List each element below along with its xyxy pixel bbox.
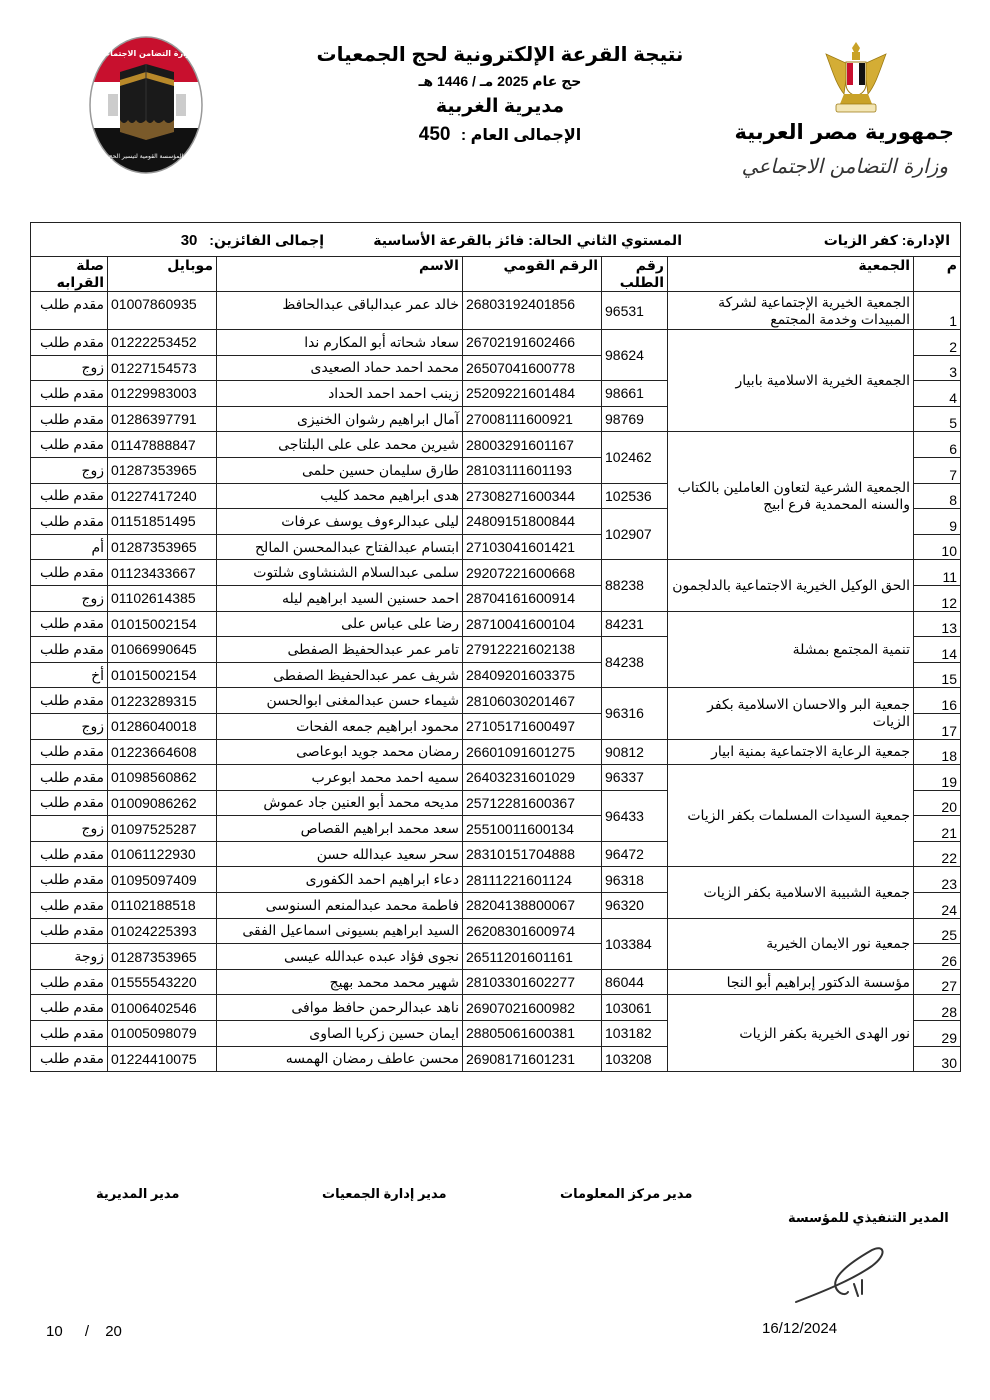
- request-no-cell: 103208: [602, 1046, 668, 1072]
- table-row: 27 مؤسسة الدكتور إبراهيم أبو النجا 86044 28103301602277 شهير محمد محمد بهيج 01555543220 مقدم طلب: [31, 969, 961, 995]
- table-row: 30 103208 26908171601231 محسن عاطف رمضان الهمسه 01224410075 مقدم طلب: [31, 1046, 961, 1072]
- signature-associations-manager: مدير إدارة الجمعيات: [322, 1186, 447, 1201]
- association-cell: جمعية الشبيبة الاسلامية بكفر الزيات: [668, 867, 914, 918]
- table-row: 16 جمعية البر والاحسان الاسلامية بكفر الزيات 96316 28106030201467 شيماء حسن عبدالمغنى ابوالحسن 01223289315 مقدم طلب: [31, 688, 961, 714]
- table-row: 7 28103111601193 طارق سليمان حسين حلمى 01287353965 زوج: [31, 457, 961, 483]
- administration: الإدارة: كفر الزيات: [823, 232, 950, 248]
- request-no-cell: 88238: [602, 560, 668, 611]
- request-no-cell: 96337: [602, 765, 668, 791]
- table-row: 19 جمعية السيدات المسلمات بكفر الزيات 96337 26403231601029 سميه احمد محمد ابوعرب 01098560862 مقدم طلب: [31, 765, 961, 791]
- status-value: فائز بالقرعة الأساسية: [373, 232, 525, 248]
- col-name: الاسم: [217, 257, 463, 292]
- request-no-cell: 98661: [602, 381, 668, 407]
- table-row: 1 الجمعية الخيرية الإجتماعية لشركة المبيدات وخدمة المجتمع 96531 26803192401856 خالد عمر عبدالباقى عبدالحافظ 01007860935 مقدم طلب: [31, 292, 961, 330]
- grand-total-value: 450: [418, 124, 451, 145]
- table-row: 11 الحق الوكيل الخيرية الاجتماعية بالدلجمون 88238 29207221600668 سلمى عبدالسلام الشنشاوى شلتوت 01123433667 مقدم طلب: [31, 560, 961, 586]
- association-cell: الحق الوكيل الخيرية الاجتماعية بالدلجمون: [668, 560, 914, 611]
- association-cell: جمعية السيدات المسلمات بكفر الزيات: [668, 765, 914, 867]
- request-no-cell: 96316: [602, 688, 668, 739]
- association-cell: الجمعية الشرعية لتعاون العاملين بالكتاب والسنه المحمدية فرع ابيج: [668, 432, 914, 560]
- status: الحالة: فائز بالقرعة الأساسية: [373, 232, 572, 248]
- association-cell: تنمية المجتمع بمشلة: [668, 611, 914, 688]
- table-row: 8 102536 27308271600344 هدى ابراهيم محمد كليب 01227417240 مقدم طلب: [31, 483, 961, 509]
- table-row: 10 27103041601421 ابتسام عبدالفتاح عبدالمحسن المالح 01287353965 أم: [31, 534, 961, 560]
- association-cell: نور الهدى الخيرية بكفر الزيات: [668, 995, 914, 1072]
- signature-info-center-manager: مدير مركز المعلومات: [560, 1186, 693, 1201]
- grand-total: [300, 122, 700, 149]
- col-mobile: موبايل: [108, 257, 217, 292]
- request-no-cell: 102536: [602, 483, 668, 509]
- request-no-cell: 90812: [602, 739, 668, 765]
- request-no-cell: 103061: [602, 995, 668, 1021]
- table-row: 24 96320 28204138800067 فاطمة محمد عبدالمنعم السنوسى 01102188518 مقدم طلب: [31, 893, 961, 919]
- svg-text:وزارة التضامن الاجتماعي: وزارة التضامن الاجتماعي: [96, 49, 196, 58]
- table-row: 6 الجمعية الشرعية لتعاون العاملين بالكتاب والسنه المحمدية فرع ابيج 102462 28003291601167 شيرين محمد على على البلتاجى 01147888847 مقدم طلب: [31, 432, 961, 458]
- request-no-cell: 86044: [602, 969, 668, 995]
- table-row: 15 28409201603375 شريف عمر عبدالحفيظ الصفطى 01015002154 أخ: [31, 662, 961, 688]
- table-row: 26 26511201601161 نجوى فؤاد عبده عبدالله عيسى 01287353965 زوجة: [31, 944, 961, 970]
- signature-executive-director: المدير التنفيذي للمؤسسة: [788, 1210, 949, 1225]
- winners-total-value: 30: [180, 232, 198, 249]
- request-no-cell: 103384: [602, 918, 668, 969]
- ministry-logo: [734, 36, 958, 186]
- col-national-id: الرقم القومي: [463, 257, 602, 292]
- document-subtitle: حج عام 2025 مـ / 1446 هـ: [418, 73, 582, 89]
- table-row: 21 25510011600134 سعد محمد ابراهيم القصاص 01097525287 زوج: [31, 816, 961, 842]
- association-cell: مؤسسة الدكتور إبراهيم أبو النجا: [668, 969, 914, 995]
- winners-table: [30, 222, 961, 1072]
- col-index: م: [914, 257, 961, 292]
- col-association: الجمعية: [668, 257, 914, 292]
- document-title: نتيجة القرعة الإلكترونية لحج الجمعيات: [316, 44, 684, 66]
- request-no-cell: 98624: [602, 330, 668, 381]
- request-no-cell: 102907: [602, 509, 668, 560]
- request-no-cell: 96531: [602, 292, 668, 330]
- request-no-cell: 98769: [602, 406, 668, 432]
- administration-value: كفر الزيات: [823, 232, 898, 248]
- col-request-no: رقم الطلب: [602, 257, 668, 292]
- table-row: 23 جمعية الشبيبة الاسلامية بكفر الزيات 96318 28111221601124 دعاء ابراهيم احمد الكفورى 01095097409 مقدم طلب: [31, 867, 961, 893]
- table-row: 28 نور الهدى الخيرية بكفر الزيات 103061 26907021600982 ناهد عبدالرحمن حافظ موافى 01006402546 مقدم طلب: [31, 995, 961, 1021]
- association-cell: جمعية الرعاية الاجتماعية بمنية ابيار: [668, 739, 914, 765]
- level: المستوي الثاني: [576, 232, 682, 248]
- grand-total-label: الإجمالى العام :: [460, 127, 582, 144]
- request-no-cell: 96320: [602, 893, 668, 919]
- winners-total: إجمالى الفائزين: 30: [180, 232, 324, 249]
- table-row: 22 96472 28310151704888 سحر سعيد عبدالله حسن 01061122930 مقدم طلب: [31, 841, 961, 867]
- summary-row: [31, 223, 961, 257]
- table-row: 4 98661 25209221601484 زينب احمد احمد الحداد 01229983003 مقدم طلب: [31, 381, 961, 407]
- association-cell: الجمعية الخيرية الاسلامية بابيار: [668, 330, 914, 432]
- table-row: 17 27105171600497 محمود ابراهيم جمعه الفحات 01286040018 زوج: [31, 713, 961, 739]
- table-row: 12 28704161600914 احمد حسنين السيد ابراهيم ليله 01102614385 زوج: [31, 585, 961, 611]
- table-row: 20 96433 25712281600367 مديحه محمد أبو العنين جاد عموش 01009086262 مقدم طلب: [31, 790, 961, 816]
- table-row: 18 جمعية الرعاية الاجتماعية بمنية ابيار 90812 26601091601275 رمضان محمد جويد ابوعاصى 01223664608 مقدم طلب: [31, 739, 961, 765]
- handwritten-signature-icon: [792, 1240, 892, 1310]
- document-date: 16/12/2024: [762, 1320, 838, 1337]
- page-number: 10 / 20: [46, 1323, 122, 1340]
- directorate-name: مديرية الغربية: [435, 96, 565, 117]
- association-cell: جمعية نور الايمان الخيرية: [668, 918, 914, 969]
- table-row: 13 تنمية المجتمع بمشلة 84231 28710041600104 رضا على عباس على 01015002154 مقدم طلب: [31, 611, 961, 637]
- request-no-cell: 96318: [602, 867, 668, 893]
- association-cell: الجمعية الخيرية الإجتماعية لشركة المبيدات وخدمة المجتمع: [668, 292, 914, 330]
- table-row: 2 الجمعية الخيرية الاسلامية بابيار 98624 26702191602466 سعاد شحاته أبو المكارم ندا 01222253452 مقدم طلب: [31, 330, 961, 356]
- page-total: 20: [105, 1323, 122, 1340]
- association-cell: جمعية البر والاحسان الاسلامية بكفر الزيات: [668, 688, 914, 739]
- table-row: 14 84238 27912221602138 تامر عمر عبدالحفيظ الصفطى 01066990645 مقدم طلب: [31, 637, 961, 663]
- table-row: 9 102907 24809151800844 ليلى عبدالرءوف يوسف عرفات 01151851495 مقدم طلب: [31, 509, 961, 535]
- egypt-eagle-emblem-icon: [822, 40, 890, 116]
- hajj-kaaba-logo-icon: [86, 34, 206, 176]
- page-current: 10: [46, 1323, 63, 1340]
- svg-text:المؤسسة القومية لتيسير الحج: المؤسسة القومية لتيسير الحج: [108, 153, 184, 160]
- table-row: 29 103182 28805061600381 ايمان حسين زكريا الصاوى 01005098079 مقدم طلب: [31, 1021, 961, 1047]
- ministry-name: وزارة التضامن الاجتماعي: [741, 154, 948, 178]
- request-no-cell: 102462: [602, 432, 668, 483]
- col-relation: صلة القرابه: [31, 257, 108, 292]
- government-name: جمهورية مصر العربية: [734, 120, 954, 144]
- column-header-row: [31, 257, 961, 292]
- request-no-cell: 96472: [602, 841, 668, 867]
- request-no-cell: 84238: [602, 637, 668, 688]
- request-no-cell: 84231: [602, 611, 668, 637]
- document-header: [300, 40, 700, 149]
- request-no-cell: 103182: [602, 1021, 668, 1047]
- signature-directorate-manager: مدير المديرية: [96, 1186, 180, 1201]
- table-row: 25 جمعية نور الايمان الخيرية 103384 26208301600974 السيد ابراهيم بسيونى اسماعيل الفقى 01024225393 مقدم طلب: [31, 918, 961, 944]
- request-no-cell: 96433: [602, 790, 668, 841]
- table-row: 5 98769 27008111600921 آمال ابراهيم رشوان الخنيزى 01286397791 مقدم طلب: [31, 406, 961, 432]
- table-row: 3 26507041600778 محمد احمد حماد الصعيدى 01227154573 زوج: [31, 355, 961, 381]
